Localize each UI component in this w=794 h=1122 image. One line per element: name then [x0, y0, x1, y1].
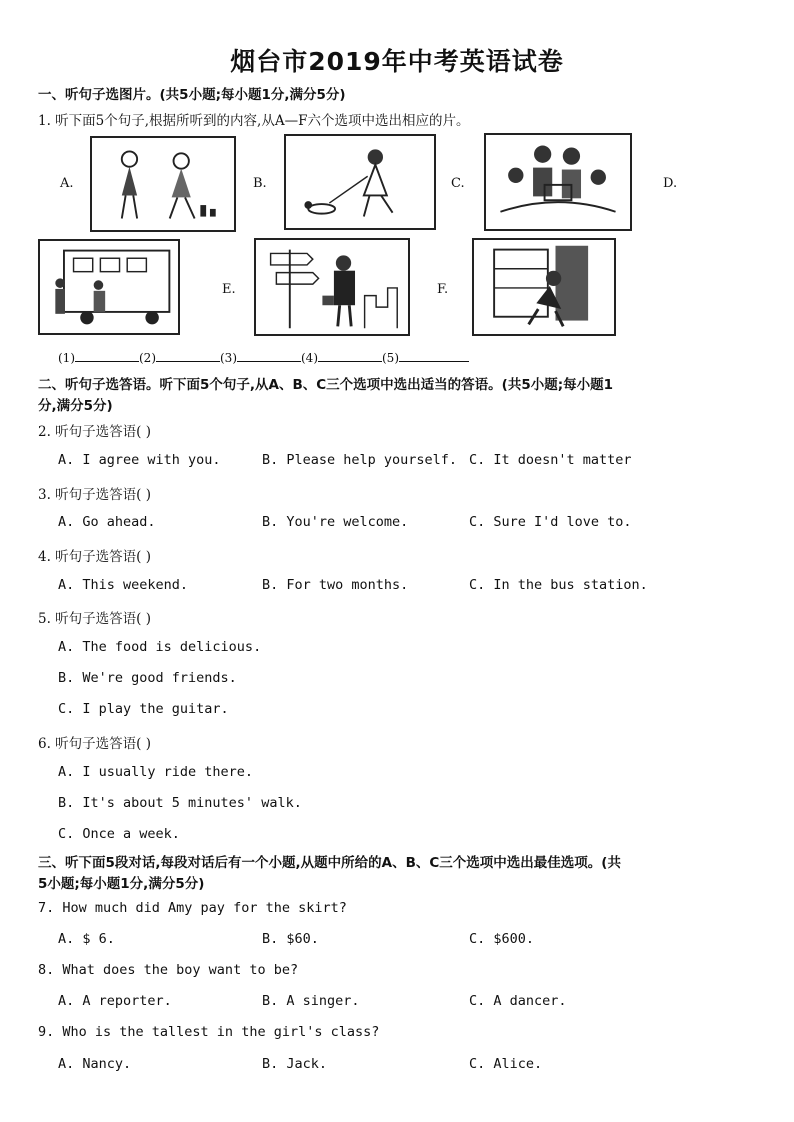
q3-option-c[interactable]: C. Sure I'd love to. [469, 514, 632, 530]
q6-option-c[interactable]: C. Once a week. [58, 826, 180, 842]
q7-option-b[interactable]: B. $60. [262, 931, 319, 947]
q4-option-b[interactable]: B. For two months. [262, 577, 409, 593]
q9-stem: 9. Who is the tallest in the girl's class? [38, 1024, 380, 1040]
q8-option-c[interactable]: C. A dancer. [469, 993, 567, 1009]
q7-option-a[interactable]: A. $ 6. [58, 931, 115, 947]
q4-option-a[interactable]: A. This weekend. [58, 577, 189, 593]
q9-option-b[interactable]: B. Jack. [262, 1056, 328, 1072]
answer-blank-5[interactable] [399, 349, 469, 362]
q9-option-a[interactable]: A. Nancy. [58, 1056, 132, 1072]
blank-label-5: (5) [382, 351, 399, 365]
q8-option-a[interactable]: A. A reporter. [58, 993, 172, 1009]
q9-option-c[interactable]: C. Alice. [469, 1056, 543, 1072]
section3-heading: 三、听下面5段对话,每段对话后有一个小题,从题中所给的A、B、C三个选项中选出最佳选项。(共 [38, 855, 621, 871]
section2-heading-cont: 分,满分5分) [38, 398, 113, 414]
blank-label-1: (1) [58, 351, 75, 365]
q6-option-b[interactable]: B. It's about 5 minutes' walk. [58, 795, 302, 811]
blank-label-4: (4) [301, 351, 318, 365]
section1-heading: 一、听句子选图片。(共5小题;每小题1分,满分5分) [38, 87, 346, 103]
people-at-computer-picture [484, 133, 632, 231]
q3-option-a[interactable]: A. Go ahead. [58, 514, 156, 530]
q5-stem: 5. 听句子选答语( ) [38, 611, 151, 627]
section2-heading: 二、听句子选答语。听下面5个句子,从A、B、C三个选项中选出适当的答语。(共5小题;每小题1 [38, 377, 614, 393]
q1-answer-blanks [58, 347, 469, 366]
two-women-talking-picture [90, 136, 236, 232]
q4-stem: 4. 听句子选答语( ) [38, 549, 151, 565]
picture-label-a: A. [60, 176, 74, 191]
answer-blank-2[interactable] [156, 349, 220, 362]
people-boarding-bus-picture [38, 239, 180, 335]
section3-heading-cont: 5小题;每小题1分,满分5分) [38, 876, 205, 892]
q2-option-b[interactable]: B. Please help yourself. [262, 452, 458, 468]
boy-at-fridge-picture [472, 238, 616, 336]
girl-walking-dog-picture [284, 134, 436, 230]
picture-label-b: B. [253, 176, 267, 191]
picture-label-c: C. [451, 176, 465, 191]
picture-label-d: D. [663, 176, 678, 191]
q5-option-a[interactable]: A. The food is delicious. [58, 639, 262, 655]
blank-label-3: (3) [220, 351, 237, 365]
exam-title: 烟台市2019年中考英语试卷 [230, 47, 564, 76]
answer-blank-1[interactable] [75, 349, 139, 362]
picture-label-e: E. [222, 282, 236, 297]
q5-option-b[interactable]: B. We're good friends. [58, 670, 237, 686]
q5-option-c[interactable]: C. I play the guitar. [58, 701, 229, 717]
q2-stem: 2. 听句子选答语( ) [38, 424, 151, 440]
q6-option-a[interactable]: A. I usually ride there. [58, 764, 254, 780]
q1-instruction: 1. 听下面5个句子,根据所听到的内容,从A—F六个选项中选出相应的片。 [38, 113, 470, 129]
q8-option-b[interactable]: B. A singer. [262, 993, 360, 1009]
q8-stem: 8. What does the boy want to be? [38, 962, 299, 978]
q7-option-c[interactable]: C. $600. [469, 931, 535, 947]
q6-stem: 6. 听句子选答语( ) [38, 736, 151, 752]
answer-blank-4[interactable] [318, 349, 382, 362]
q2-option-c[interactable]: C. It doesn't matter [469, 452, 632, 468]
man-at-signpost-picture [254, 238, 410, 336]
blank-label-2: (2) [139, 351, 156, 365]
q3-option-b[interactable]: B. You're welcome. [262, 514, 409, 530]
q3-stem: 3. 听句子选答语( ) [38, 487, 151, 503]
q2-option-a[interactable]: A. I agree with you. [58, 452, 221, 468]
picture-label-f: F. [437, 282, 449, 297]
q4-option-c[interactable]: C. In the bus station. [469, 577, 648, 593]
answer-blank-3[interactable] [237, 349, 301, 362]
q7-stem: 7. How much did Amy pay for the skirt? [38, 900, 347, 916]
